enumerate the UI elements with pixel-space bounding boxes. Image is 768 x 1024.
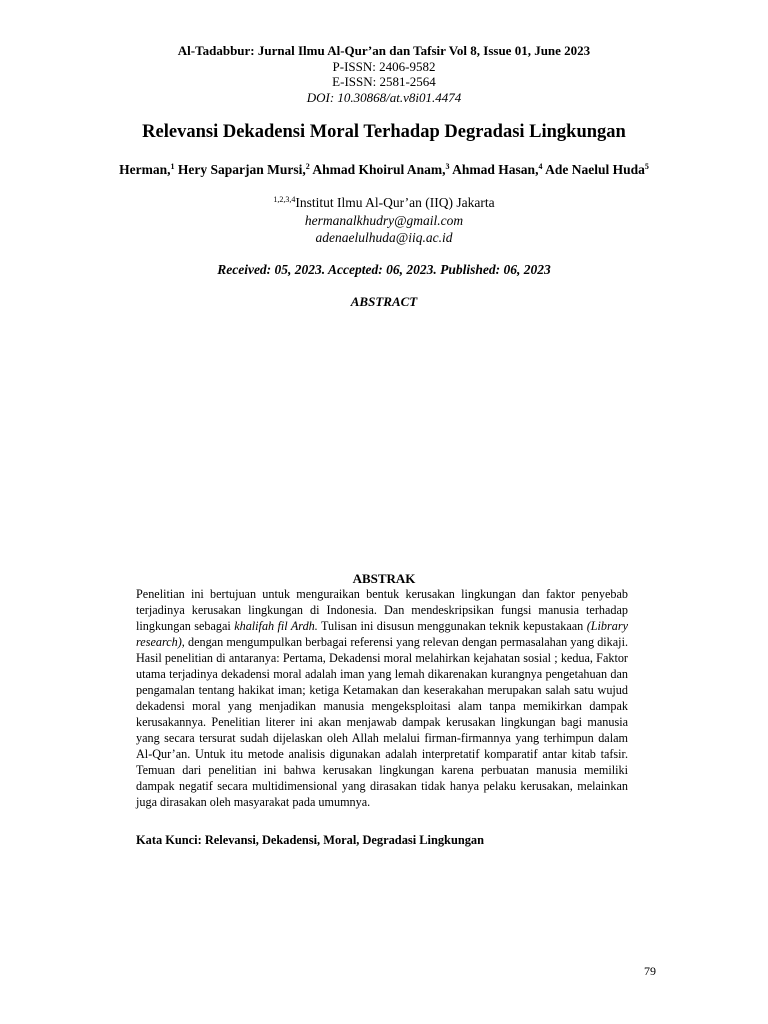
article-title: Relevansi Dekadensi Moral Terhadap Degradasi Lingkungan [142, 122, 626, 142]
author-name: Herman, [119, 162, 171, 177]
author-superscript: 4 [538, 162, 543, 171]
journal-name: Al-Tadabbur: Jurnal Ilmu Al-Qur’an dan Tafsir Vol 8, Issue 01, June 2023 [177, 43, 591, 58]
affiliation-superscript: 1,2,3,4 [273, 195, 296, 204]
author-name: Hery Saparjan Mursi, [177, 162, 306, 177]
author-name: Ahmad Hasan, [452, 162, 539, 177]
p-issn: P-ISSN: 2406-9582 [332, 58, 436, 74]
doi: DOI: 10.30868/at.v8i01.4474 [306, 89, 462, 105]
author-superscript: 1 [170, 162, 175, 171]
abstract-heading: ABSTRACT [350, 294, 418, 309]
publication-dates: Received: 05, 2023. Accepted: 06, 2023. Published: 06, 2023 [217, 262, 551, 277]
abstrak-italic-term: khalifah fil Ardh. [234, 619, 318, 633]
institution-name: Institut Ilmu Al-Qur’an (IIQ) Jakarta [295, 195, 495, 210]
abstrak-italic-term: (Library research), [136, 619, 628, 649]
page-number: 79 [644, 964, 656, 978]
abstrak-text: Penelitian ini bertujuan untuk menguraikan bentuk kerusakan lingkungan dan faktor penyebab terjadinya kerusakan lingkungan di Indonesia. Dan mendeskripsikan fungsi manusia terhadap lingkungan sebagai [136, 587, 628, 633]
keywords: Kata Kunci: Relevansi, Dekadensi, Moral, Degradasi Lingkungan [136, 833, 485, 847]
author-superscript: 3 [445, 162, 450, 171]
abstrak-body [136, 586, 628, 810]
institution [0, 194, 768, 212]
affiliation-block [0, 194, 768, 247]
author-list [80, 161, 688, 178]
author-name: Ade Naelul Huda [545, 162, 645, 177]
author-name: Ahmad Khoirul Anam, [312, 162, 446, 177]
author-superscript: 2 [305, 162, 310, 171]
email-2[interactable]: adenaelulhuda@iiq.ac.id [315, 230, 453, 245]
abstrak-heading: ABSTRAK [352, 571, 416, 586]
abstrak-text: Tulisan ini disusun menggunakan teknik kepustakaan [317, 619, 587, 633]
abstrak-text: dengan mengumpulkan berbagai referensi yang relevan dengan permasalahan yang dikaji. Hasil penelitian di antaranya: Pertama, Dekadensi moral melahirkan kejahatan sosial ; kedua, Faktor utama terjadinya dekadensi moral adalah iman yang lemah dikarenakan kurangnya pengetahuan dan pengamalan tentang hakikat iman; ketiga Ketamakan dan keserakahan merupakan salah satu wujud dekadensi moral yang menjadikan manusia mengeksploitasi alam tanpa memikirkan dampak kerusakannya. Penelitian literer ini akan menjawab dampak kerusakan lingkungan bagi manusia yang secara tersurat sudah dijelaskan oleh Allah melalui firman-firmannya yang terhimpun dalam Al-Qur’an. Untuk itu metode analisis digunakan adalah interpretatif komparatif antar kitab tafsir. Temuan dari penelitian ini bahwa kerusakan lingkungan karena perbuatan manusia memiliki dampak negatif secara multidimensional yang dirasakan tidak hanya pelaku kerusakan, melainkan juga dirasakan oleh masyarakat pada umumnya. [136, 635, 628, 809]
email-1[interactable]: hermanalkhudry@gmail.com [304, 212, 464, 228]
journal-header [0, 43, 768, 105]
e-issn: E-ISSN: 2581-2564 [332, 74, 436, 89]
author-superscript: 5 [644, 162, 649, 171]
